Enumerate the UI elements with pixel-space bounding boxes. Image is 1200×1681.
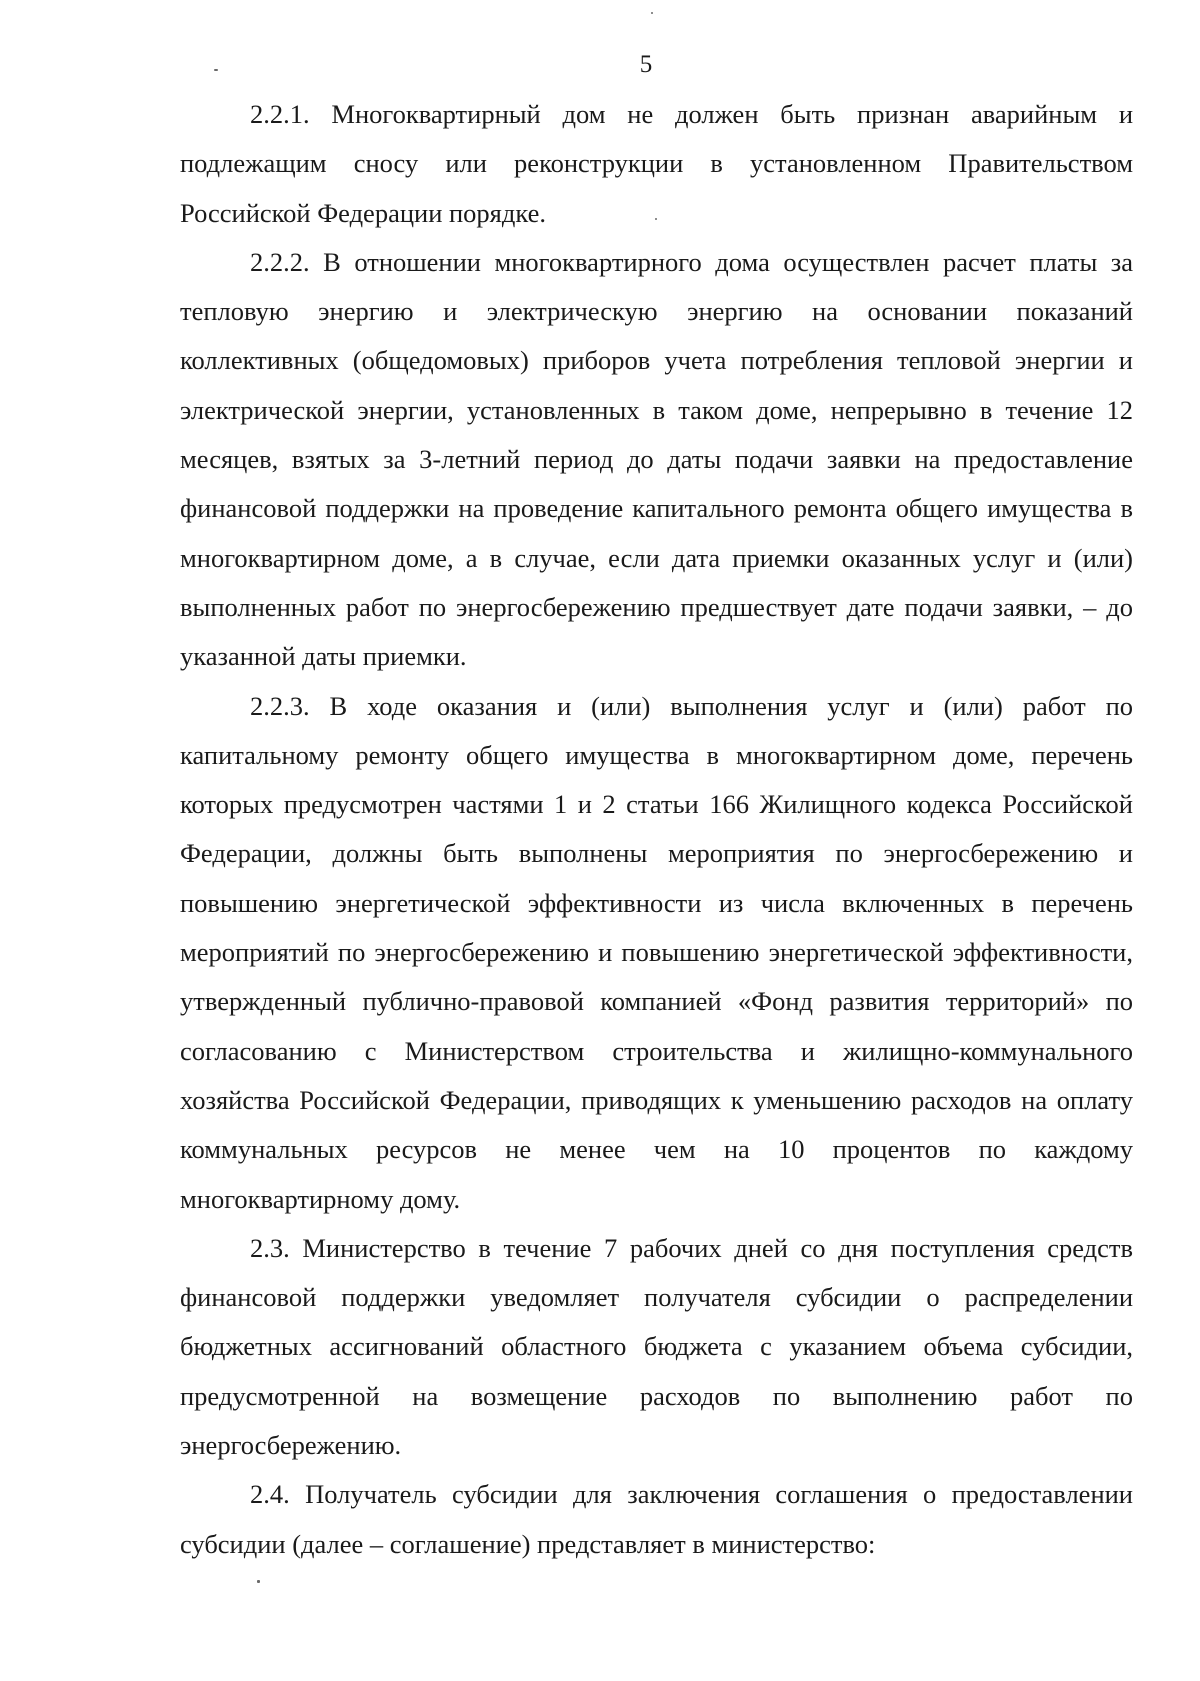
scan-speck [257, 1580, 260, 1583]
paragraph-2-4: 2.4. Получатель субсидии для заключения соглашения о предоставлении субсидии (далее – соглашение) представляет в министерство: [180, 1479, 1133, 1559]
page-number: 5 [639, 51, 653, 78]
scan-speck [651, 12, 653, 14]
paragraph-2-2-2: 2.2.2. В отношении многоквартирного дома осуществлен расчет платы за тепловую энергию и электрическую энергию на основании показаний коллективных (общедомовых) приборов учета потребления тепловой энергии и электрической энергии, установленных в таком доме, непрерывно в течение 12 месяцев, взятых за 3-летний период до даты подачи заявки на предоставление финансовой поддержки на проведение капитального ремонта общего имущества в многоквартирном доме, а в случае, если дата приемки оказанных услуг и (или) выполненных работ по энергосбережению предшествует дате подачи заявки, – до указанной даты приемки. [180, 246, 1133, 672]
paragraph-2-2-1: 2.2.1. Многоквартирный дом не должен быть признан аварийным и подлежащим сносу или реконструкции в установленном Правительством Российской Федерации порядке. [180, 99, 1133, 228]
document-body [180, 90, 1133, 1569]
paragraph-2-2-3: 2.2.3. В ходе оказания и (или) выполнения услуг и (или) работ по капитальному ремонту общего имущества в многоквартирном доме, перечень которых предусмотрен частями 1 и 2 статьи 166 Жилищного кодекса Российской Федерации, должны быть выполнены мероприятия по энергосбережению и повышению энергетической эффективности из числа включенных в перечень мероприятий по энергосбережению и повышению энергетической эффективности, утвержденный публично-правовой компанией «Фонд развития территорий» по согласованию с Министерством строительства и жилищно-коммунального хозяйства Российской Федерации, приводящих к уменьшению расходов на оплату коммунальных ресурсов не менее чем на 10 процентов по каждому многоквартирному дому. [180, 690, 1133, 1214]
paragraph-2-3: 2.3. Министерство в течение 7 рабочих дней со дня поступления средств финансовой поддержки уведомляет получателя субсидии о распределении бюджетных ассигнований областного бюджета с указанием объема субсидии, предусмотренной на возмещение расходов по выполнению работ по энергосбережению. [180, 1232, 1133, 1461]
